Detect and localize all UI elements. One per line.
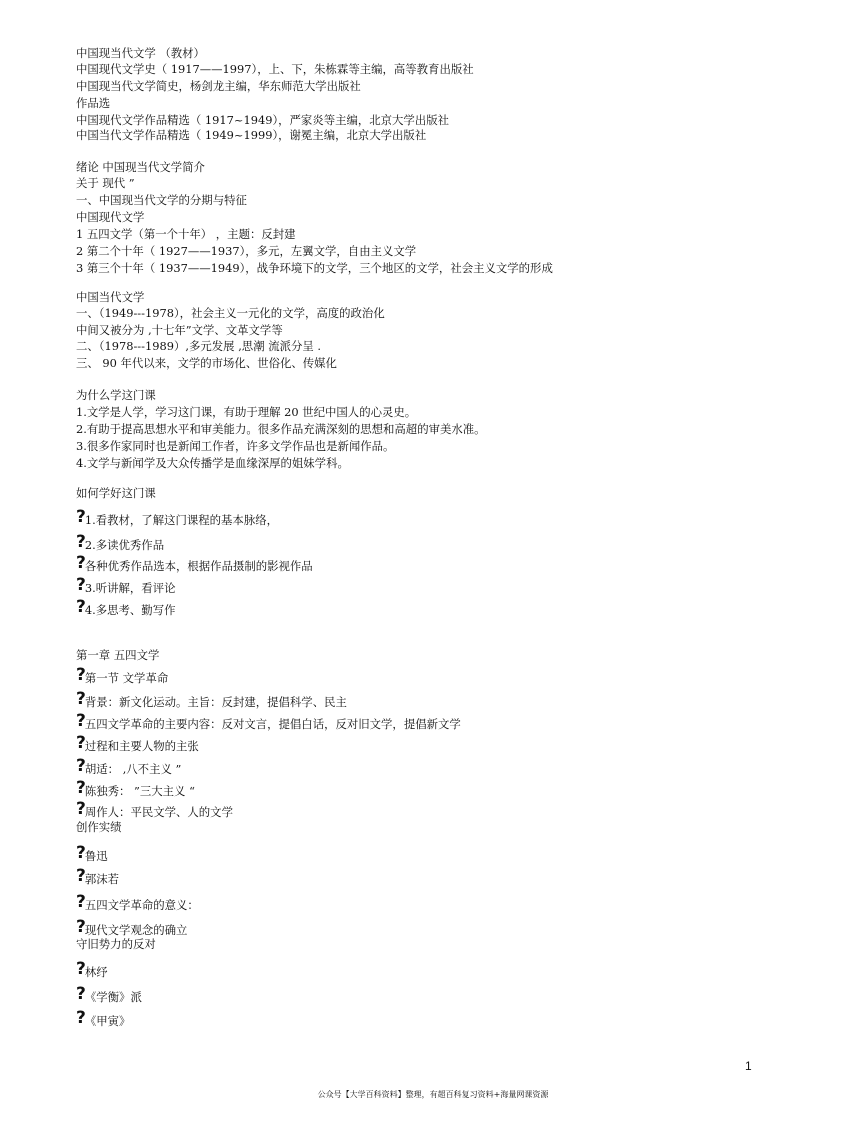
list-item-text: 3.听讲解，看评论 [84, 581, 176, 595]
list-item-text: 背景：新文化运动。主旨：反封建，提倡科学、民主 [84, 695, 347, 709]
list-item-text: 胡适： ‚八不主义 ” [84, 762, 182, 776]
list-item [76, 665, 169, 685]
list-item-text: 周作人：平民文学、人的文学 [84, 805, 233, 819]
unknown-glyph-icon: ? [76, 553, 86, 573]
unknown-glyph-icon: ? [76, 984, 86, 1004]
list-item-text: 鲁迅 [84, 849, 108, 863]
text-line: 中国现当代文学简史，杨剑龙主编，华东师范大学出版社 [76, 79, 361, 93]
section-heading: 绪论 中国现当代文学简介 [76, 160, 205, 174]
unknown-glyph-icon: ? [76, 892, 86, 912]
text-line: 守旧势力的反对 [76, 937, 156, 951]
unknown-glyph-icon: ? [76, 689, 86, 709]
unknown-glyph-icon: ? [76, 532, 86, 552]
text-line: 中国当代文学 [76, 290, 145, 304]
text-line: 作品选 [76, 96, 111, 110]
list-item [76, 507, 278, 527]
list-item [76, 733, 199, 753]
text-line: 中国现代文学史（ 1917——1997），上、下，朱栋霖等主编，高等教育出版社 [76, 62, 474, 76]
list-item-text: 4.多思考、勤写作 [84, 603, 176, 617]
list-item [76, 532, 165, 552]
text-line: 1 五四文学（第一个十年） ，主题：反封建 [76, 227, 296, 241]
footer-note: 公众号【大学百科资料】整理，有超百科复习资料+海量网课资源 [317, 1090, 549, 1099]
text-line: 中国当代文学作品精选（ 1949~1999），谢冕主编，北京大学出版社 [76, 128, 427, 142]
text-line: 1.文学是人学，学习这门课，有助于理解 20 世纪中国人的心灵史。 [76, 405, 417, 419]
list-item-text: 第一节 文学革命 [84, 671, 169, 685]
unknown-glyph-icon: ? [76, 959, 86, 979]
list-item-text: 五四文学革命的主要内容：反对文言，提倡白话，反对旧文学，提倡新文学 [84, 717, 461, 731]
text-line: 中国现当代文学 （教材） [76, 46, 205, 60]
text-line: 4.文学与新闻学及大众传播学是血缘深厚的姐妹学科。 [76, 456, 349, 470]
chapter-heading: 第一章 五四文学 [76, 648, 160, 662]
list-item-text: 《甲寅》 [84, 1014, 131, 1028]
list-item-text: 《学衡》派 [84, 990, 142, 1004]
list-item [76, 984, 142, 1004]
text-line: 如何学好这门课 [76, 486, 156, 500]
list-item-text: 2.多读优秀作品 [84, 538, 165, 552]
text-line: 三、 90 年代以来，文学的市场化、世俗化、传媒化 [76, 356, 337, 370]
list-item-text: 现代文学观念的确立 [84, 923, 188, 937]
list-item [76, 892, 199, 912]
text-line: 中国现代文学作品精选（ 1917~1949），严家炎等主编，北京大学出版社 [76, 113, 449, 127]
text-line: 中国现代文学 [76, 210, 145, 224]
list-item [76, 689, 347, 709]
list-item-text: 五四文学革命的意义： [84, 898, 199, 912]
unknown-glyph-icon: ? [76, 778, 86, 798]
unknown-glyph-icon: ? [76, 756, 86, 776]
list-item [76, 597, 176, 617]
text-line: 中间又被分为 ‚十七年”文学、文革文学等 [76, 323, 283, 337]
unknown-glyph-icon: ? [76, 866, 86, 886]
page-number: 1 [745, 1059, 752, 1073]
unknown-glyph-icon: ? [76, 799, 86, 819]
list-item-text: 1.看教材，了解这门课程的基本脉络， [84, 513, 278, 527]
list-item-text: 陈独秀： ”三大主义 “ [84, 784, 195, 798]
unknown-glyph-icon: ? [76, 917, 86, 937]
list-item [76, 711, 461, 731]
list-item-text: 各种优秀作品选本，根据作品摄制的影视作品 [84, 559, 313, 573]
text-line: 二、（1978---1989）,多元发展 ,思潮 流派分呈 . [76, 339, 322, 353]
unknown-glyph-icon: ? [76, 575, 86, 595]
list-item [76, 1008, 131, 1028]
unknown-glyph-icon: ? [76, 843, 86, 863]
unknown-glyph-icon: ? [76, 507, 86, 527]
list-item [76, 756, 182, 776]
text-line: 创作实绩 [76, 820, 122, 834]
list-item-text: 过程和主要人物的主张 [84, 739, 199, 753]
text-line: 2 第二个十年（ 1927——1937），多元，左翼文学，自由主义文学 [76, 244, 417, 258]
text-line: 3.很多作家同时也是新闻工作者，许多文学作品也是新闻作品。 [76, 439, 395, 453]
unknown-glyph-icon: ? [76, 711, 86, 731]
list-item-text: 林纾 [84, 965, 108, 979]
unknown-glyph-icon: ? [76, 733, 86, 753]
list-item [76, 959, 108, 979]
unknown-glyph-icon: ? [76, 1008, 86, 1028]
text-line: 一、（1949---1978），社会主义一元化的文学，高度的政治化 [76, 306, 385, 320]
text-line: 3 第三个十年（ 1937——1949），战争环境下的文学，三个地区的文学，社会主义文学的形成 [76, 261, 553, 275]
text-line: 一、中国现当代文学的分期与特征 [76, 193, 247, 207]
list-item [76, 843, 108, 863]
text-line: 关于 现代 ” [76, 176, 135, 190]
unknown-glyph-icon: ? [76, 597, 86, 617]
list-item [76, 553, 313, 573]
text-line: 为什么学这门课 [76, 388, 156, 402]
list-item [76, 575, 176, 595]
list-item [76, 778, 195, 798]
text-line: 2.有助于提高思想水平和审美能力。很多作品充满深刻的思想和高超的审美水准。 [76, 422, 486, 436]
list-item [76, 917, 188, 937]
list-item-text: 郭沫若 [84, 872, 120, 886]
unknown-glyph-icon: ? [76, 665, 86, 685]
list-item [76, 866, 120, 886]
list-item [76, 799, 233, 819]
